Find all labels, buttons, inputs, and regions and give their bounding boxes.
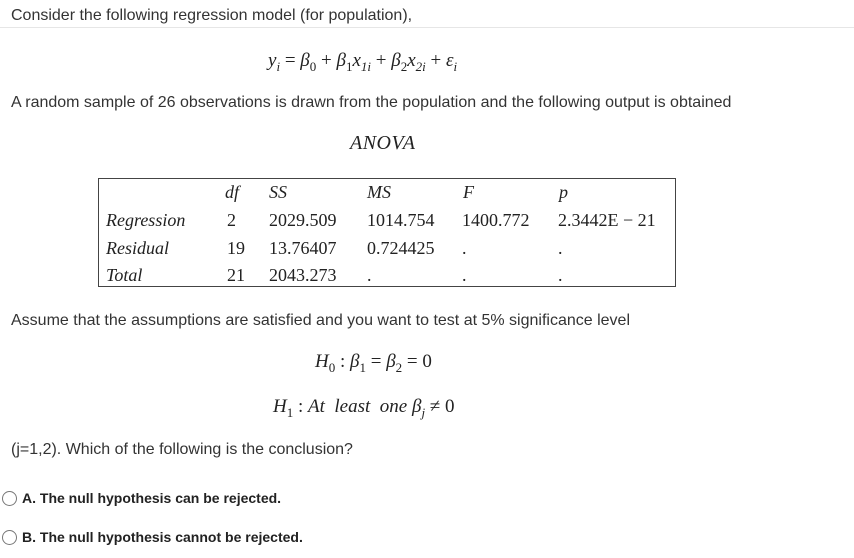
model-equation: $y_i = \beta_0 + \beta_1x_{1i} + \beta_2x_{2i} + \varepsilon_i$ <box>268 50 458 74</box>
row-f: 1400.772 <box>462 210 530 230</box>
option-b-label: B. The null hypothesis cannot be rejected. <box>22 529 303 545</box>
alternative-hypothesis: $H_1$ : At least one $\beta_j \ne 0$ <box>273 396 455 420</box>
row-p: 2.3442E − 21 <box>558 210 656 230</box>
option-a-label: A. The null hypothesis can be rejected. <box>22 490 282 506</box>
intro-text: Consider the following regression model (for population), <box>11 7 413 24</box>
row-df: 19 <box>227 238 245 258</box>
header-df: df <box>225 182 240 202</box>
option-b-radio[interactable] <box>2 530 17 545</box>
question-text: (j=1,2). Which of the following is the conclusion? <box>11 441 353 458</box>
row-f: . <box>462 265 467 285</box>
sample-text: A random sample of 26 observations is drawn from the population and the following output is obtained <box>11 94 732 111</box>
row-ss: 2043.273 <box>269 265 337 285</box>
header-ms: MS <box>367 182 391 202</box>
option-b[interactable] <box>2 529 303 545</box>
null-hypothesis: $H_0$ : $\beta_1 = \beta_2 = 0$ <box>315 351 432 375</box>
option-a[interactable] <box>2 490 281 506</box>
row-df: 21 <box>227 265 245 285</box>
row-p: . <box>558 238 563 258</box>
row-ms: 0.724425 <box>367 238 435 258</box>
anova-title: ANOVA <box>350 132 416 154</box>
divider <box>0 27 854 28</box>
anova-table <box>98 178 676 287</box>
row-ms: 1014.754 <box>367 210 435 230</box>
header-p: p <box>559 182 568 202</box>
row-source: Regression <box>106 210 186 230</box>
row-source: Total <box>106 265 143 285</box>
option-a-radio[interactable] <box>2 491 17 506</box>
header-ss: SS <box>269 182 287 202</box>
row-ss: 13.76407 <box>269 238 337 258</box>
header-f: F <box>463 182 474 202</box>
row-p: . <box>558 265 563 285</box>
row-ms: . <box>367 265 372 285</box>
row-ss: 2029.509 <box>269 210 337 230</box>
row-f: . <box>462 238 467 258</box>
assume-text: Assume that the assumptions are satisfied and you want to test at 5% significance level <box>11 312 630 329</box>
row-df: 2 <box>227 210 236 230</box>
row-source: Residual <box>106 238 169 258</box>
